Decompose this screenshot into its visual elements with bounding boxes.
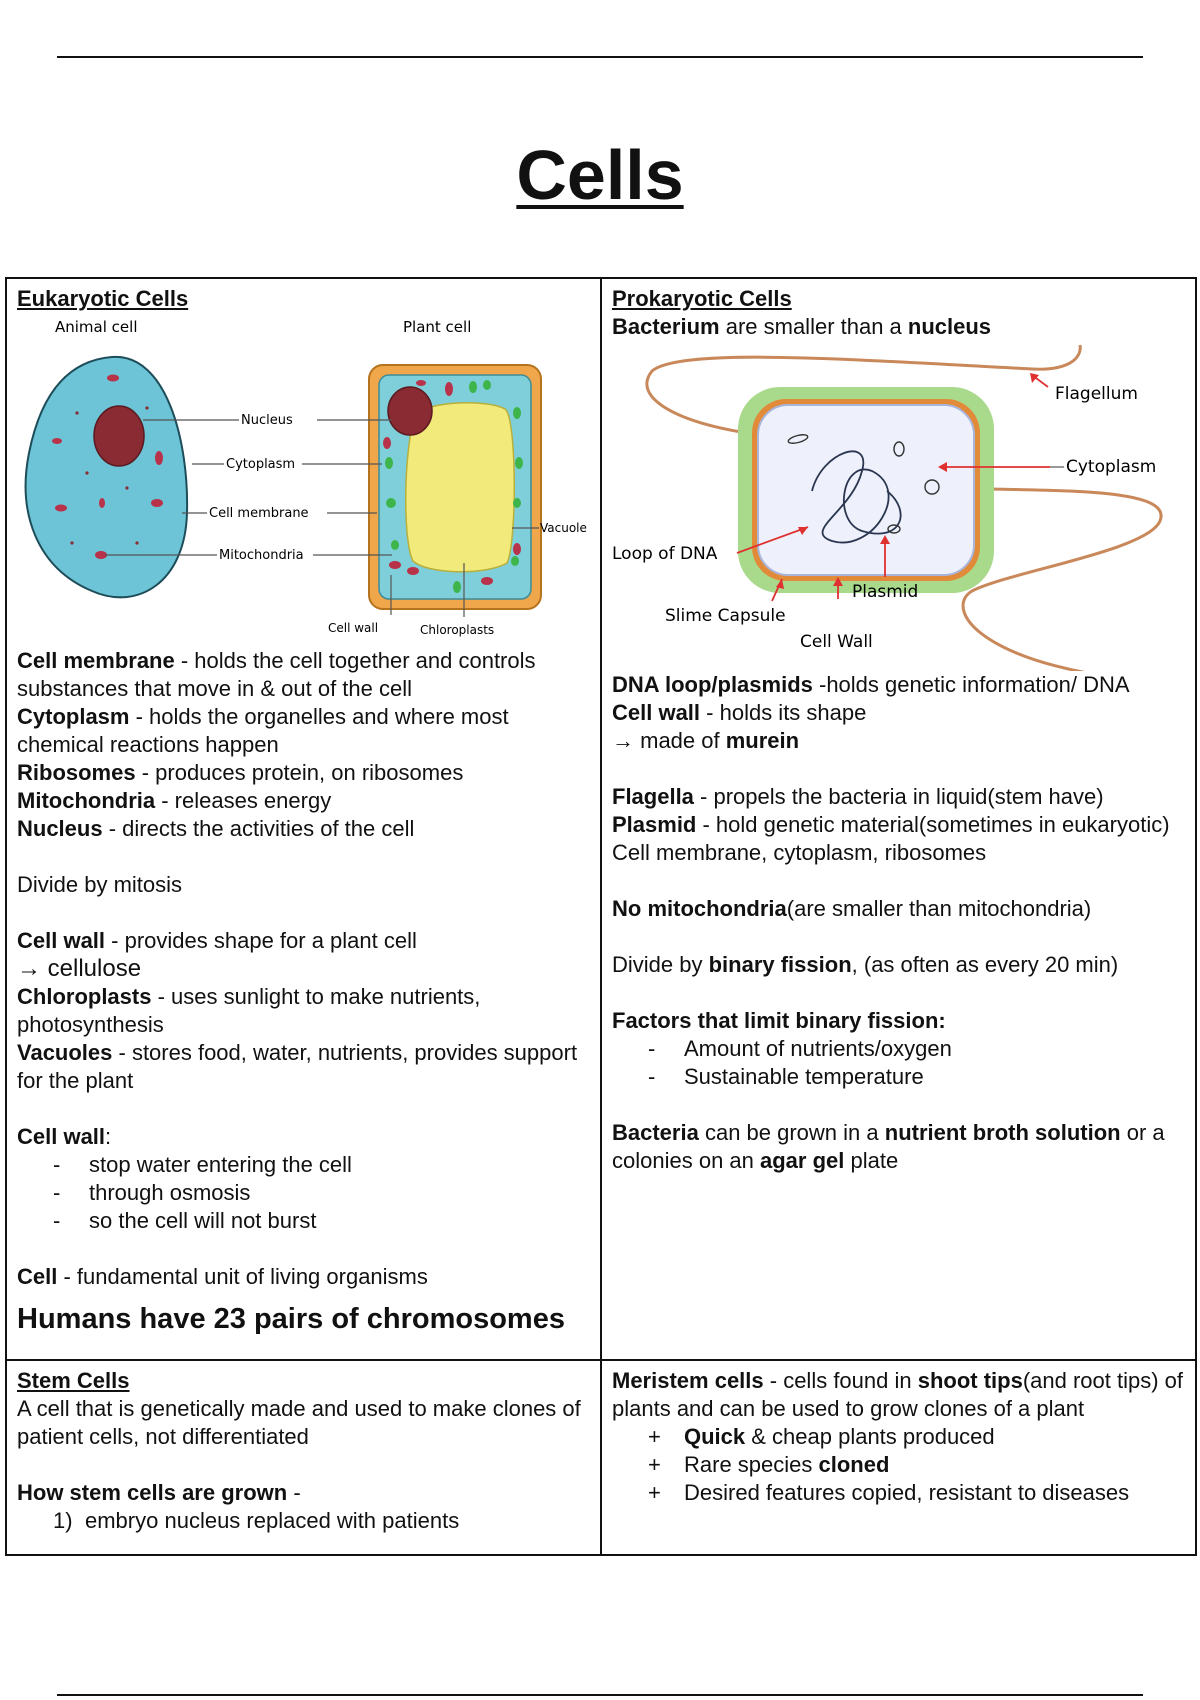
def-flagella: Flagella - propels the bacteria in liquid(stem have) (612, 784, 1104, 809)
label-flagellum: Flagellum (1055, 384, 1138, 404)
label-cytoplasm: Cytoplasm (1066, 457, 1157, 477)
def-ribosomes: Ribosomes - produces protein, on ribosomes (17, 760, 464, 785)
list-item: - stop water entering the cell (53, 1152, 352, 1177)
label-mitochondria: Mitochondria (219, 548, 304, 563)
list-item: - so the cell will not burst (53, 1208, 317, 1233)
label-cell-wall: Cell wall (328, 621, 379, 635)
def-cytoplasm: Cytoplasm - holds the organelles and where most chemical reactions happen (17, 704, 509, 757)
prokaryotic-heading: Prokaryotic Cells (612, 286, 792, 311)
list-item: 1) embryo nucleus replaced with patients (53, 1508, 460, 1533)
meristem-definition: Meristem cells - cells found in shoot tips(and root tips) of plants and can be used to grow clones of a plant (612, 1368, 1184, 1421)
def-mitochondria: Mitochondria - releases energy (17, 788, 332, 813)
label-cytoplasm: Cytoplasm (226, 457, 296, 472)
stem-definition: A cell that is genetically made and used to make clones of patient cells, not differentiated (17, 1396, 581, 1449)
no-mitochondria: No mitochondria(are smaller than mitochondria) (612, 896, 1092, 921)
label-vacuole: Vacuole (540, 521, 587, 535)
eukaryotic-diagram (17, 313, 592, 647)
def-chloroplasts: Chloroplasts - uses sunlight to make nutrients, photosynthesis (17, 984, 481, 1037)
prokaryotic-cell (601, 278, 1196, 1360)
membrane-line: Cell membrane, cytoplasm, ribosomes (612, 840, 987, 865)
cell-wall-list (17, 1151, 590, 1235)
label-cell-wall: Cell Wall (800, 632, 873, 652)
bacterium-size: Bacterium are smaller than a nucleus (612, 314, 992, 339)
factors-list (612, 1035, 1185, 1091)
cell-wall-heading: Cell wall: (17, 1124, 112, 1149)
top-rule (57, 56, 1143, 58)
chromosomes-fact: Humans have 23 pairs of chromosomes (17, 1303, 565, 1335)
eukaryotic-cell (6, 278, 601, 1360)
cell-membrane (758, 405, 974, 575)
list-item: - Amount of nutrients/oxygen (648, 1036, 952, 1061)
murein-note: → made of murein (612, 728, 800, 753)
label-slime-capsule: Slime Capsule (665, 606, 786, 626)
list-item: + Quick & cheap plants produced (648, 1424, 995, 1449)
label-cell-membrane: Cell membrane (209, 506, 309, 521)
stem-steps (17, 1507, 590, 1535)
def-cell: Cell - fundamental unit of living organisms (17, 1264, 428, 1289)
plant-nucleus (388, 387, 432, 435)
bacteria-growth: Bacteria can be grown in a nutrient broth solution or a colonies on an agar gel plate (612, 1120, 1165, 1173)
cellulose-note: → cellulose (17, 955, 142, 982)
list-item: + Rare species cloned (648, 1452, 890, 1477)
factors-heading: Factors that limit binary fission: (612, 1008, 946, 1033)
stem-heading: Stem Cells (17, 1368, 130, 1393)
bacterium-diagram (612, 341, 1187, 671)
divide-binary-fission: Divide by binary fission, (as often as every 20 min) (612, 952, 1119, 977)
def-cell-wall: Cell wall - holds its shape (612, 700, 867, 725)
list-item: + Desired features copied, resistant to diseases (648, 1480, 1130, 1505)
bottom-rule (57, 1694, 1143, 1696)
def-cell-wall: Cell wall - provides shape for a plant cell (17, 928, 417, 953)
animal-cell-body (26, 357, 187, 597)
label-nucleus: Nucleus (241, 413, 293, 428)
flagellum-tail (963, 489, 1172, 671)
divide-mitosis: Divide by mitosis (17, 872, 183, 897)
stem-how-heading: How stem cells are grown - (17, 1480, 301, 1505)
def-nucleus: Nucleus - directs the activities of the cell (17, 816, 415, 841)
animal-nucleus (94, 406, 144, 466)
label-loop-of-dna: Loop of DNA (612, 544, 718, 564)
plant-cell-label: Plant cell (403, 318, 472, 336)
notes-table (5, 277, 1197, 1556)
page-title: Cells (516, 136, 684, 214)
def-cell-membrane: Cell membrane - holds the cell together and controls substances that move in & out of the cell (17, 648, 536, 701)
animal-cell-label: Animal cell (55, 318, 138, 336)
stem-cells (6, 1360, 601, 1555)
meristem-benefits (612, 1423, 1185, 1507)
label-chloroplasts: Chloroplasts (420, 623, 495, 637)
eukaryotic-heading: Eukaryotic Cells (17, 286, 189, 311)
def-dna-loop: DNA loop/plasmids -holds genetic information/ DNA (612, 672, 1130, 697)
list-item: - through osmosis (53, 1180, 251, 1205)
list-item: - Sustainable temperature (648, 1064, 924, 1089)
meristem-cells (601, 1360, 1196, 1555)
def-vacuoles: Vacuoles - stores food, water, nutrients, provides support for the plant (17, 1040, 578, 1093)
label-plasmid: Plasmid (852, 582, 919, 602)
def-plasmid: Plasmid - hold genetic material(sometimes in eukaryotic) (612, 812, 1170, 837)
